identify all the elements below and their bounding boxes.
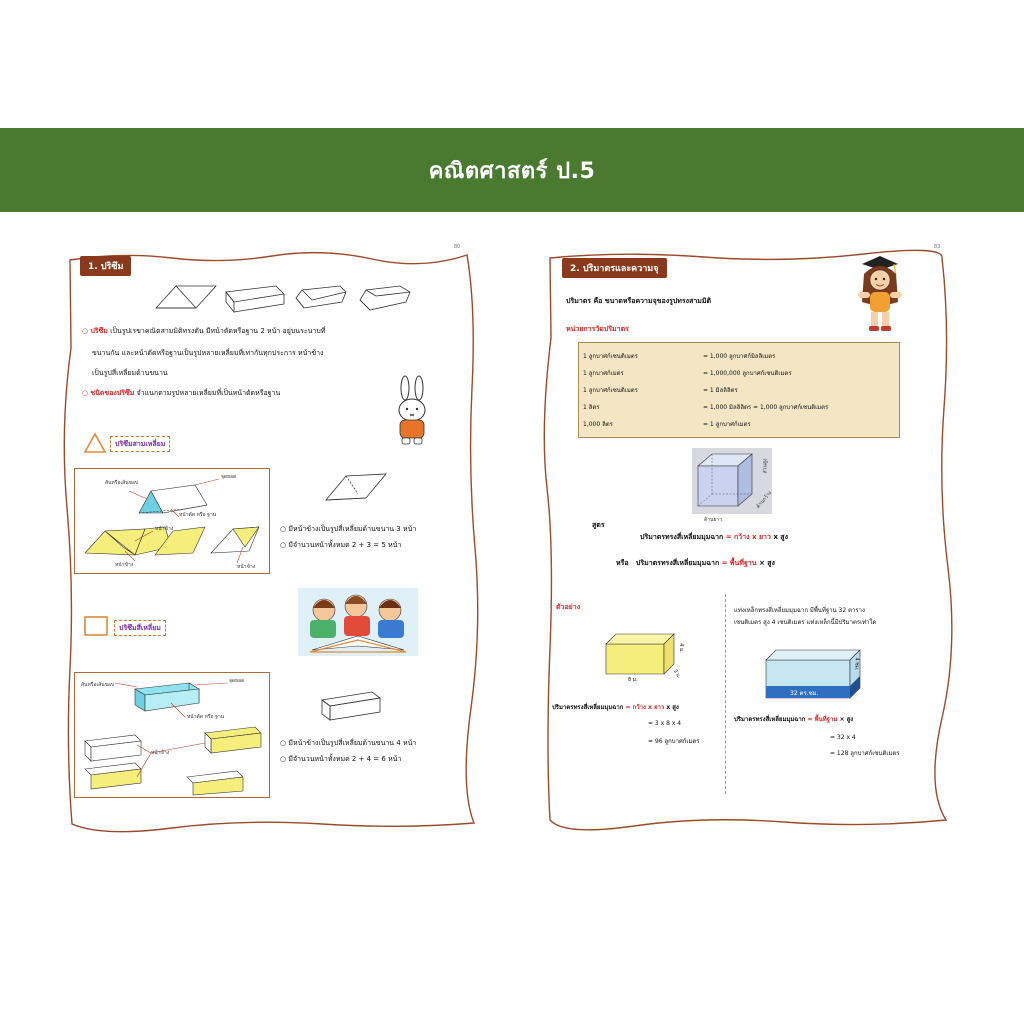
units-table [578,342,900,438]
tri-side-label-1: หน้าข้าง [155,526,174,532]
section-tag-prism: 1. ปริซึม [80,256,131,276]
example2-calc: ปริมาตรทรงสี่เหลี่ยมมุมฉาก = พื้นที่ฐาน × สูง [734,716,854,723]
definition-text-3: เป็นรูปสี่เหลี่ยมด้านขนาน [92,369,168,377]
example2-step-1: = 32 x 4 [830,734,856,741]
rect-prism-shapes [75,673,269,797]
example1-step-1: = 3 x 8 x 4 [648,720,682,727]
unit-row: 1 ลูกบาศก์เซนติเมตร = 1,000 ลูกบาศก์มิลลิเมตร [583,353,776,360]
tri-fact-1: ○ มีหน้าข้างเป็นรูปสี่เหลี่ยมด้านขนาน 3 หน้า [280,525,417,533]
tri-side-label-3: หน้าข้าง [237,564,256,570]
triangle-icon [84,432,106,454]
types-line: ○ ชนิดของปริซึม จำแนกตามรูปหลายเหลี่ยมที่เป็นหน้าตัดหรือฐาน [82,389,281,397]
definition-line-1: ○ ปริซึม เป็นรูปเรขาคณิตสามมิติทรงตัน มีหน้าตัดหรือฐาน 2 หน้า อยู่บนระนาบที่ [82,327,326,335]
definition-text-2: ขนานกัน และหน้าตัดหรือฐานเป็นรูปหลายเหลี่ยมที่เท่ากันทุกประการ หน้าข้าง [92,349,324,357]
rect-prism-diagram [74,672,270,798]
page-number: 80 [454,244,461,250]
example-divider [725,594,726,794]
example1-width: 3 ม. [671,668,682,680]
prism-outlines [152,282,422,318]
example2-step-2: = 128 ลูกบาศก์เซนติเมตร [830,750,900,757]
rect-vertex-label: จุดยอด [229,678,245,684]
title-banner [0,128,1024,212]
cube-length-label: ด้านยาว [704,517,723,523]
graduate-girl-illustration [854,252,904,334]
bunny-illustration [392,376,432,450]
example2-height-label: 4 ซม. [853,657,860,671]
right-page [544,244,964,832]
rect-fact-2: ○ มีจำนวนหน้าทั้งหมด 2 + 4 = 6 หน้า [280,755,402,763]
rect-edge-label: สันหรือเส้นขอบ [81,682,115,688]
example1-height: 4 ม. [677,643,684,653]
square-icon [84,616,108,636]
types-text: จำแนกตามรูปหลายเหลี่ยมที่เป็นหน้าตัดหรือฐาน [136,389,281,397]
example-heading: ตัวอย่าง [556,603,581,611]
formula-heading: สูตร [592,521,605,529]
tri-prism-diagram [74,468,270,574]
cube-width-label: ด้านกว้าง [755,490,774,510]
tri-side-label-2: หน้าข้าง [115,562,134,568]
example1-length: 8 ม. [628,677,638,683]
unit-row: 1 ลูกบาศก์เมตร = 1,000,000 ลูกบาศก์เซนติเมตร [583,370,792,377]
kids-reading-illustration [298,588,418,656]
example1-calc: ปริมาตรทรงสี่เหลี่ยมมุมฉาก = กว้าง x ยาว x สูง [552,704,679,711]
volume-definition: ปริมาตร คือ ขนาดหรือความจุของรูปทรงสามมิติ [566,297,712,305]
tri-base-label: หน้าตัด หรือ ฐาน [179,512,217,518]
definition-term: ปริซึม [90,327,108,335]
tri-edge-label: สันหรือเส้นขอบ [105,480,139,486]
tri-prism-outline [322,470,392,510]
unit-row: 1 ลูกบาศก์เซนติเมตร = 1 มิลลิลิตร [583,387,738,394]
rect-base-label: หน้าตัด หรือ ฐาน [187,714,225,720]
units-title: หน่วยการวัดปริมาตร [566,325,629,333]
banner-title: คณิตศาสตร์ ป.5 [428,158,596,184]
page-number: 83 [934,244,941,250]
example1-step-2: = 96 ลูกบาศก์เมตร [648,738,700,745]
formula-2: หรือ ปริมาตรทรงสี่เหลี่ยมมุมฉาก = พื้นที่ฐาน × สูง [616,559,775,567]
example2-base-label: 32 ตร.ซม. [790,690,819,697]
tri-prism-label: ปริซึมสามเหลี่ยม [110,436,170,452]
example2-problem-2: เซนติเมตร สูง 4 เซนติเมตร แท่งเหล็กนี้มีปริมาตรเท่าใด [734,619,877,626]
rect-fact-1: ○ มีหน้าข้างเป็นรูปสี่เหลี่ยมด้านขนาน 4 หน้า [280,739,417,747]
tri-vertex-label: จุดยอด [221,474,237,480]
rect-prism-outline [320,688,384,726]
cube-height-label: ส่วนสูง [762,458,769,474]
example2-problem-1: แท่งเหล็กทรงสี่เหลี่ยมมุมฉาก มีพื้นที่ฐาน 32 ตาราง [734,607,865,614]
rect-side-label: หน้าข้าง [151,750,170,756]
left-page [62,244,482,832]
definition-text-1: เป็นรูปเรขาคณิตสามมิติทรงตัน มีหน้าตัดหรือฐาน 2 หน้า อยู่บนระนาบที่ [110,327,326,335]
formula-1: ปริมาตรทรงสี่เหลี่ยมมุมฉาก = กว้าง x ยาว x สูง [640,533,788,541]
tri-fact-2: ○ มีจำนวนหน้าทั้งหมด 2 + 3 = 5 หน้า [280,541,402,549]
types-term: ชนิดของปริซึม [90,389,135,397]
rect-prism-label: ปริซึมสี่เหลี่ยม [114,620,166,636]
unit-row: 1,000 ลิตร = 1 ลูกบาศก์เมตร [583,421,751,428]
unit-row: 1 ลิตร = 1,000 มิลลิลิตร = 1,000 ลูกบาศก์เซนติเมตร [583,404,829,411]
section-tag-volume: 2. ปริมาตรและความจุ [562,258,667,278]
